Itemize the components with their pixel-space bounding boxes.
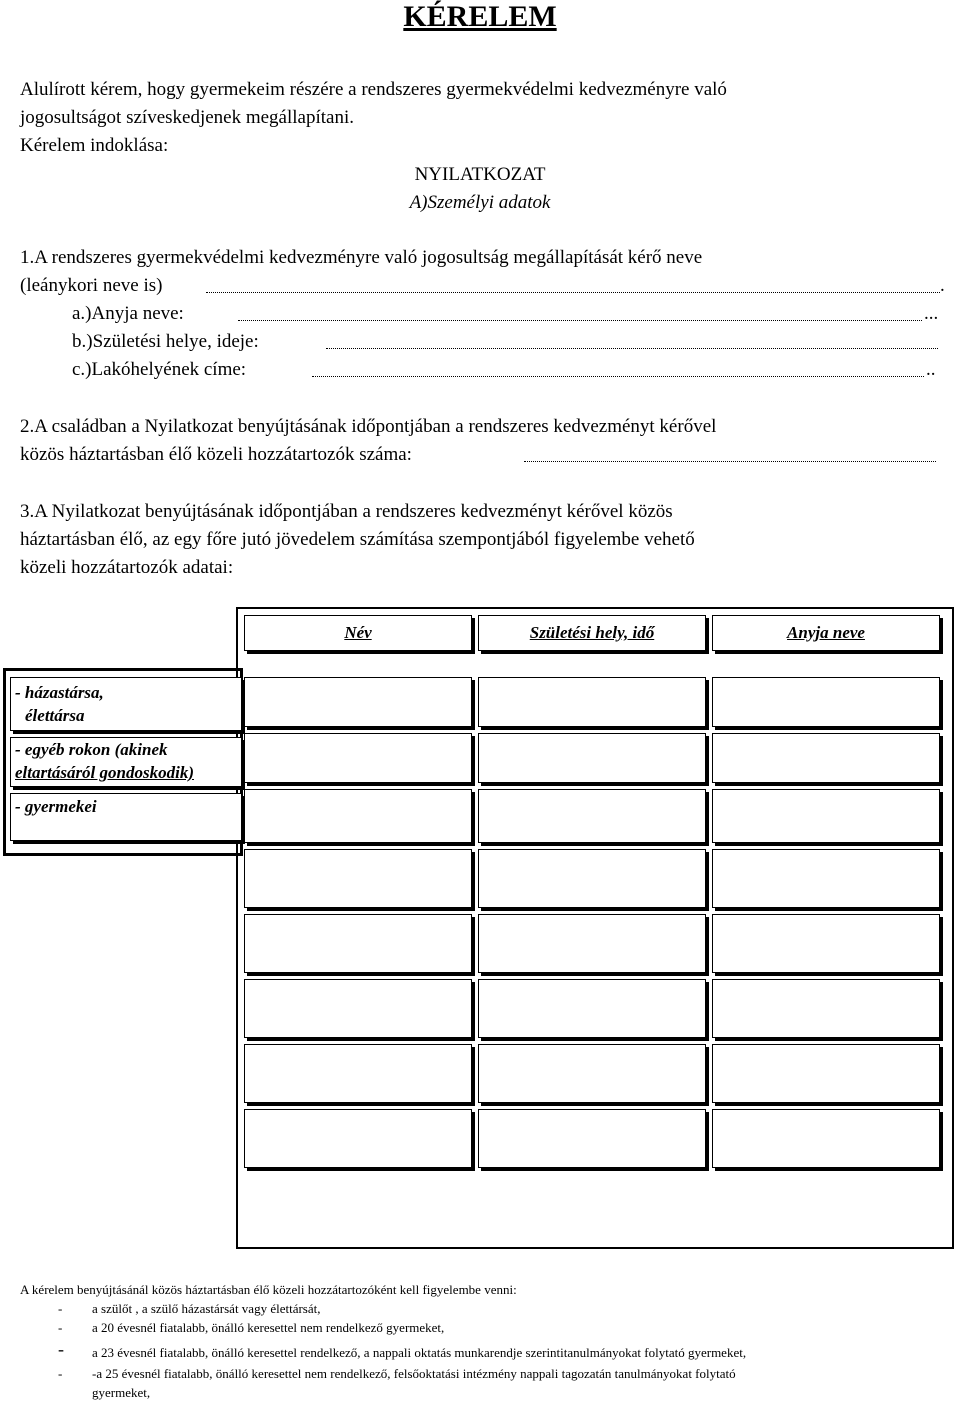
declaration-subheading: A)Személyi adatok [409,192,551,213]
household-count-field[interactable] [524,461,936,462]
table-cell-birth[interactable] [478,789,706,843]
table-cell-mother[interactable] [712,979,940,1038]
row-label-spouse-2: élettársa [25,706,85,725]
footer-bullet: - [58,1339,64,1359]
table-cell-name[interactable] [244,1109,472,1168]
header-birth: Születési hely, idő [529,623,655,642]
table-cell-birth[interactable] [478,677,706,727]
row-label-cell-children [10,793,242,841]
footer-intro: A kérelem benyújtásánál közös háztartásban élő közeli hozzátartozóként kell figyelembe venni: [20,1282,517,1297]
section3-line-3: közeli hozzátartozók adatai: [20,557,234,578]
row-label-relative-1: - egyéb rokon (akinek [15,740,168,759]
birth-place-field[interactable] [326,348,938,349]
section1-line-2-end: . [940,275,945,296]
footer-item-4: -a 25 évesnél fiatalabb, önálló keresettel nem rendelkező, felsőoktatási intézmény nappali tagozatán tanulmányokat folytató [92,1366,736,1381]
applicant-name-field[interactable] [206,292,940,293]
table-cell-mother[interactable] [712,677,940,727]
row-label-spouse-1: - házastársa, [15,683,104,702]
row-label-children: - gyermekei [15,797,97,816]
section1-line-2: (leánykori neve is) [20,275,163,296]
declaration-heading: NYILATKOZAT [414,164,546,185]
header-cell-mother [712,615,940,651]
table-cell-name[interactable] [244,1044,472,1103]
table-cell-mother[interactable] [712,789,940,843]
footer-bullet: - [58,1366,63,1381]
row-label-cell-spouse [10,677,242,731]
table-cell-mother[interactable] [712,849,940,908]
birth-place-label: b.)Születési helye, ideje: [72,331,259,352]
table-cell-name[interactable] [244,789,472,843]
footer-item-1: a szülőt , a szülő házastársát vagy élettársát, [92,1301,321,1316]
section1-line-1: 1.A rendszeres gyermekvédelmi kedvezményre való jogosultság megállapítását kérő neve [20,247,703,268]
address-label: c.)Lakóhelyének címe: [72,359,247,380]
table-cell-mother[interactable] [712,733,940,783]
header-cell-name [244,615,472,651]
table-cell-mother[interactable] [712,1109,940,1168]
table-cell-mother[interactable] [712,1044,940,1103]
table-cell-birth[interactable] [478,849,706,908]
row-label-cell-relative [10,737,242,787]
table-cell-name[interactable] [244,677,472,727]
table-cell-name[interactable] [244,914,472,973]
table-cell-name[interactable] [244,979,472,1038]
table-cell-birth[interactable] [478,979,706,1038]
address-field[interactable] [312,376,924,377]
table-cell-birth[interactable] [478,914,706,973]
mother-name-end: ... [924,303,939,324]
intro-line-2: jogosultságot szíveskedjenek megállapítani. [20,107,355,128]
footer-bullet: - [58,1320,63,1335]
section2-line-1: 2.A családban a Nyilatkozat benyújtásának időpontjában a rendszeres kedvezményt kérővel [20,416,717,437]
address-end: .. [926,359,936,380]
section2-line-2: közös háztartásban élő közeli hozzátartozók száma: [20,444,412,465]
table-cell-birth[interactable] [478,733,706,783]
mother-name-field[interactable] [238,320,922,321]
page-title: KÉRELEM [403,0,557,33]
header-name: Név [344,623,372,642]
footer-item-2: a 20 évesnél fiatalabb, önálló keresettel nem rendelkező gyermeket, [92,1320,445,1335]
header-cell-birth [478,615,706,651]
table-cell-birth[interactable] [478,1109,706,1168]
row-label-relative-2: eltartásáról gondoskodik) [15,763,194,782]
intro-line-1: Alulírott kérem, hogy gyermekeim részére a rendszeres gyermekvédelmi kedvezményre való [20,79,727,100]
footer-item-4-cont: gyermeket, [92,1385,151,1400]
table-cell-name[interactable] [244,849,472,908]
header-mother: Anyja neve [787,623,865,642]
mother-name-label: a.)Anyja neve: [72,303,184,324]
section3-line-1: 3.A Nyilatkozat benyújtásának időpontjában a rendszeres kedvezményt kérővel közös [20,501,673,522]
table-cell-name[interactable] [244,733,472,783]
section3-line-2: háztartásban élő, az egy főre jutó jövedelem számítása szempontjából figyelembe vehető [20,529,695,550]
table-cell-mother[interactable] [712,914,940,973]
footer-bullet: - [58,1301,63,1316]
intro-reason-label: Kérelem indoklása: [20,135,169,156]
footer-item-3: a 23 évesnél fiatalabb, önálló keresettel rendelkező, a nappali oktatás munkarendje szerintitanulmányokat folytató gyermeket, [92,1345,747,1360]
table-cell-birth[interactable] [478,1044,706,1103]
